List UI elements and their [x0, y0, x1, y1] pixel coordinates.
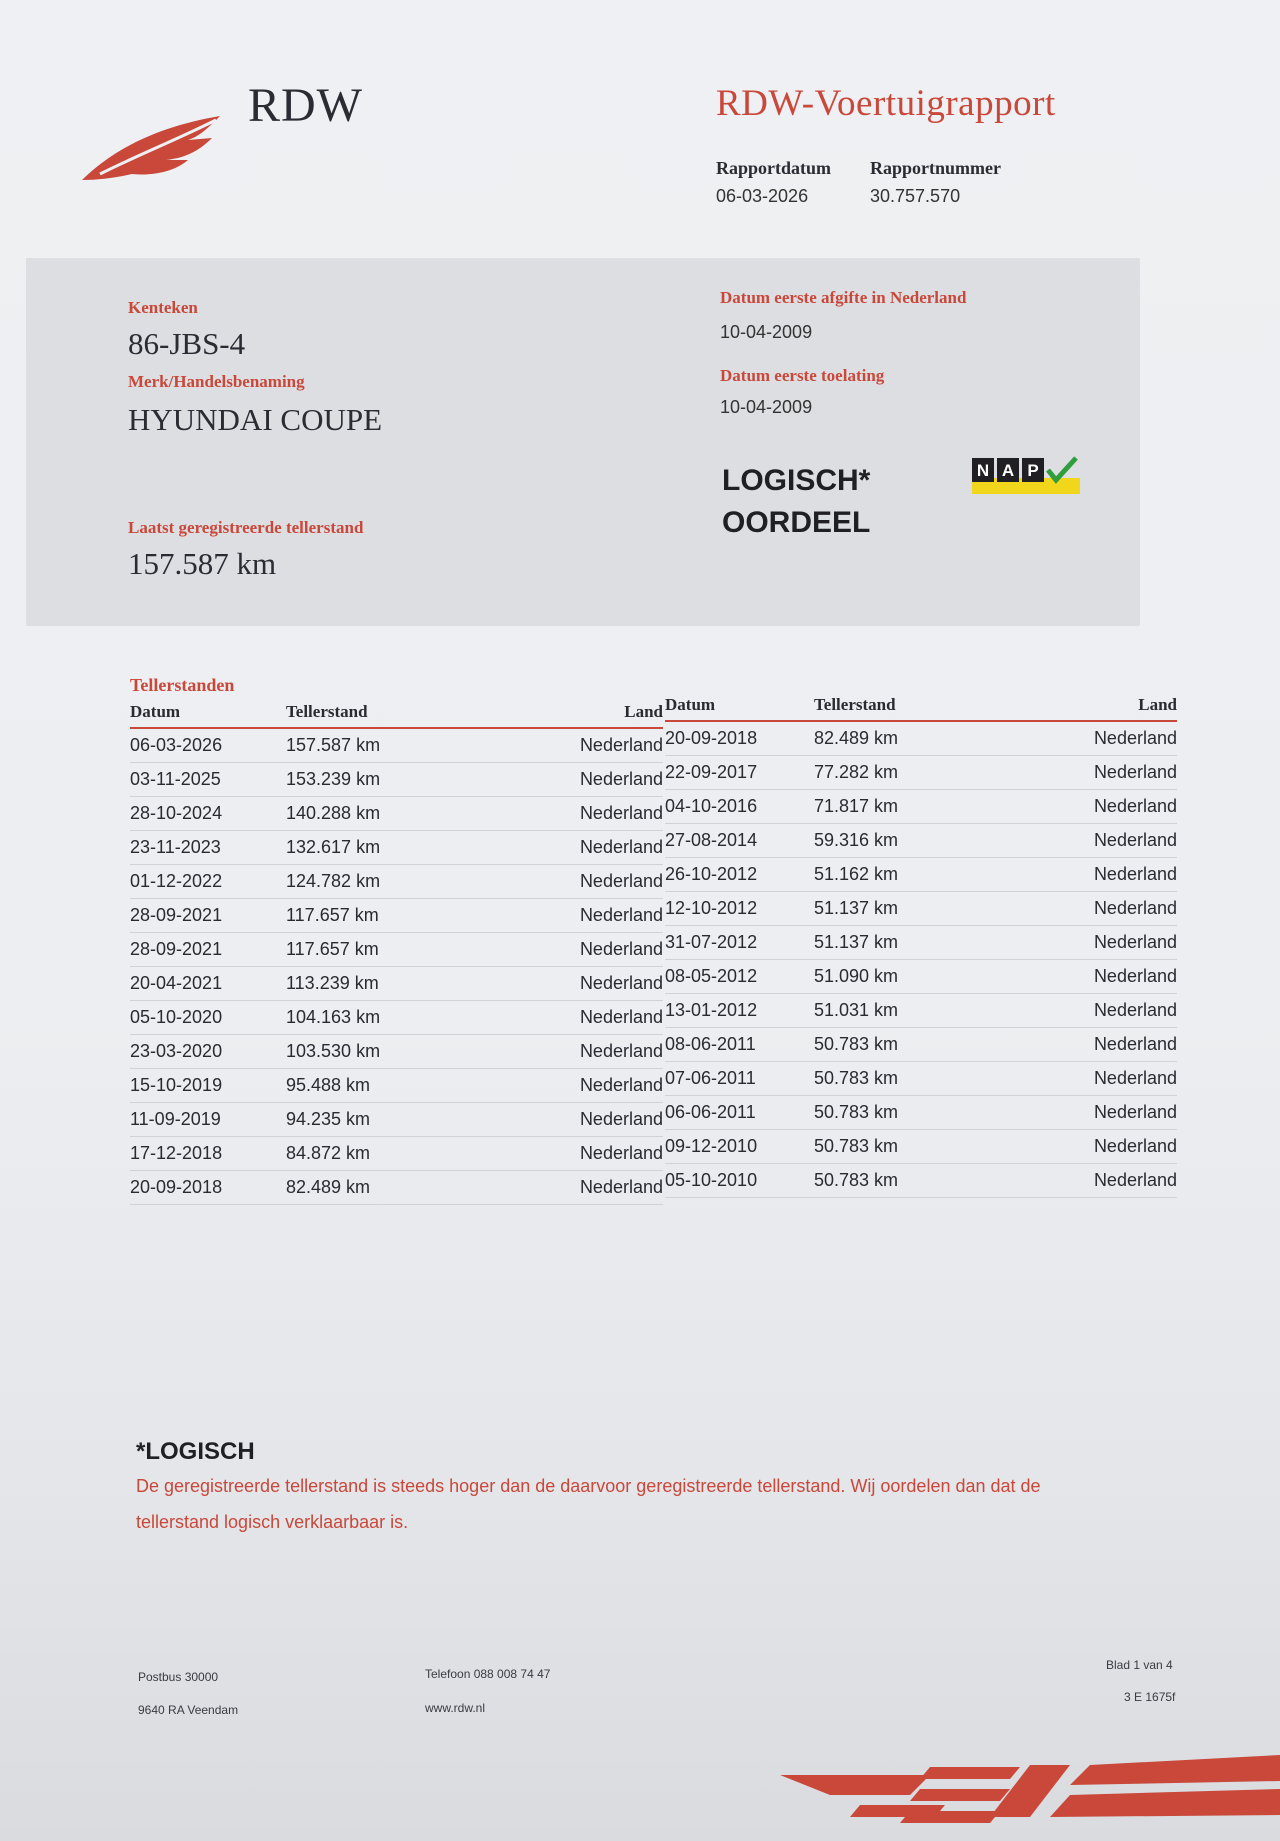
table-row	[130, 1035, 663, 1069]
col-date-header: Datum	[130, 700, 286, 728]
nap-letter-a: A	[1001, 461, 1015, 480]
reading-km: 132.617 km	[286, 831, 482, 865]
table-row	[665, 1028, 1177, 1062]
readings-title: Tellerstanden	[130, 675, 235, 695]
reading-km: 82.489 km	[286, 1171, 482, 1205]
reading-date: 09-12-2010	[665, 1130, 814, 1164]
reading-km: 50.783 km	[814, 1096, 1002, 1130]
table-row	[665, 824, 1177, 858]
first-issue-nl-value: 10-04-2009	[720, 322, 813, 342]
footer-postbus: Postbus 30000	[138, 1670, 219, 1684]
reading-country: Nederland	[1002, 858, 1177, 892]
reading-date: 27-08-2014	[665, 824, 814, 858]
reading-country: Nederland	[1002, 926, 1177, 960]
rdw-logo-icon	[80, 108, 230, 188]
reading-date: 23-03-2020	[130, 1035, 286, 1069]
reading-country: Nederland	[482, 1035, 663, 1069]
reading-date: 20-04-2021	[130, 967, 286, 1001]
table-row	[130, 1171, 663, 1205]
readings-table-right	[665, 693, 1177, 1198]
verdict-line-2: OORDEEL	[722, 506, 871, 539]
reading-country: Nederland	[482, 831, 663, 865]
table-row	[665, 790, 1177, 824]
make-label: Merk/Handelsbenaming	[128, 372, 305, 391]
reading-country: Nederland	[482, 865, 663, 899]
reading-km: 95.488 km	[286, 1069, 482, 1103]
table-row	[130, 763, 663, 797]
reading-country: Nederland	[1002, 960, 1177, 994]
note-title: *LOGISCH	[136, 1438, 255, 1465]
reading-date: 08-06-2011	[665, 1028, 814, 1062]
report-date: 06-03-2026	[716, 186, 809, 206]
logo-text: RDW	[248, 79, 363, 132]
footer-web: www.rdw.nl	[425, 1701, 486, 1715]
nap-badge-icon	[970, 456, 1082, 496]
reading-km: 113.239 km	[286, 967, 482, 1001]
table-row	[130, 1137, 663, 1171]
table-row	[665, 1164, 1177, 1198]
reading-date: 22-09-2017	[665, 756, 814, 790]
reading-km: 94.235 km	[286, 1103, 482, 1137]
reading-date: 23-11-2023	[130, 831, 286, 865]
reading-date: 26-10-2012	[665, 858, 814, 892]
reading-country: Nederland	[1002, 790, 1177, 824]
reading-km: 103.530 km	[286, 1035, 482, 1069]
readings-body-right	[665, 721, 1177, 1198]
footer-page: Blad 1 van 4	[1106, 1658, 1173, 1672]
table-row	[130, 865, 663, 899]
reading-country: Nederland	[482, 899, 663, 933]
table-row	[665, 892, 1177, 926]
first-admission-value: 10-04-2009	[720, 397, 813, 417]
reading-date: 28-09-2021	[130, 899, 286, 933]
table-row	[130, 967, 663, 1001]
reading-km: 51.137 km	[814, 926, 1002, 960]
reading-country: Nederland	[1002, 756, 1177, 790]
table-row	[665, 1062, 1177, 1096]
reading-km: 50.783 km	[814, 1164, 1002, 1198]
reading-km: 117.657 km	[286, 933, 482, 967]
reading-km: 77.282 km	[814, 756, 1002, 790]
reading-date: 12-10-2012	[665, 892, 814, 926]
reading-country: Nederland	[482, 1137, 663, 1171]
reading-country: Nederland	[1002, 994, 1177, 1028]
reading-km: 51.031 km	[814, 994, 1002, 1028]
reading-km: 51.162 km	[814, 858, 1002, 892]
reading-km: 50.783 km	[814, 1130, 1002, 1164]
table-row	[665, 1130, 1177, 1164]
reading-date: 20-09-2018	[665, 721, 814, 756]
odometer-value: 157.587 km	[128, 546, 277, 581]
reading-country: Nederland	[482, 1103, 663, 1137]
table-row	[130, 1103, 663, 1137]
plate-label: Kenteken	[128, 298, 198, 317]
reading-country: Nederland	[482, 967, 663, 1001]
reading-km: 117.657 km	[286, 899, 482, 933]
verdict-line-1: LOGISCH*	[722, 464, 871, 497]
reading-country: Nederland	[482, 763, 663, 797]
reading-date: 01-12-2022	[130, 865, 286, 899]
reading-date: 31-07-2012	[665, 926, 814, 960]
col-country-header: Land	[1002, 693, 1177, 721]
table-row	[665, 1096, 1177, 1130]
reading-country: Nederland	[1002, 1028, 1177, 1062]
reading-country: Nederland	[1002, 1096, 1177, 1130]
reading-country: Nederland	[482, 1001, 663, 1035]
reading-km: 82.489 km	[814, 721, 1002, 756]
table-row	[665, 994, 1177, 1028]
reading-date: 20-09-2018	[130, 1171, 286, 1205]
table-row	[130, 831, 663, 865]
reading-date: 13-01-2012	[665, 994, 814, 1028]
reading-km: 157.587 km	[286, 728, 482, 763]
col-km-header: Tellerstand	[286, 700, 482, 728]
table-row	[130, 728, 663, 763]
reading-date: 04-10-2016	[665, 790, 814, 824]
make-value: HYUNDAI COUPE	[128, 402, 383, 437]
reading-date: 05-10-2010	[665, 1164, 814, 1198]
reading-km: 51.090 km	[814, 960, 1002, 994]
reading-date: 07-06-2011	[665, 1062, 814, 1096]
reading-date: 17-12-2018	[130, 1137, 286, 1171]
reading-km: 124.782 km	[286, 865, 482, 899]
nap-letter-n: N	[976, 461, 990, 480]
reading-date: 06-06-2011	[665, 1096, 814, 1130]
readings-table-left	[130, 700, 663, 1205]
reading-country: Nederland	[482, 728, 663, 763]
reading-km: 51.137 km	[814, 892, 1002, 926]
table-row	[130, 1069, 663, 1103]
table-row	[665, 858, 1177, 892]
report-date-label: Rapportdatum	[716, 158, 832, 178]
first-admission-label: Datum eerste toelating	[720, 366, 885, 385]
reading-country: Nederland	[1002, 1130, 1177, 1164]
reading-km: 140.288 km	[286, 797, 482, 831]
col-country-header: Land	[482, 700, 663, 728]
reading-date: 11-09-2019	[130, 1103, 286, 1137]
reading-date: 05-10-2020	[130, 1001, 286, 1035]
reading-country: Nederland	[1002, 721, 1177, 756]
reading-date: 03-11-2025	[130, 763, 286, 797]
table-row	[130, 899, 663, 933]
table-row	[130, 797, 663, 831]
first-issue-nl-label: Datum eerste afgifte in Nederland	[720, 288, 967, 307]
odometer-label: Laatst geregistreerde tellerstand	[128, 518, 364, 537]
reading-km: 71.817 km	[814, 790, 1002, 824]
col-km-header: Tellerstand	[814, 693, 1002, 721]
reading-date: 15-10-2019	[130, 1069, 286, 1103]
reading-date: 28-09-2021	[130, 933, 286, 967]
reading-date: 06-03-2026	[130, 728, 286, 763]
decorative-stripes-icon	[770, 1755, 1280, 1825]
table-row	[130, 1001, 663, 1035]
table-row	[665, 960, 1177, 994]
reading-km: 50.783 km	[814, 1028, 1002, 1062]
table-row	[665, 756, 1177, 790]
footer-code: 3 E 1675f	[1124, 1690, 1176, 1704]
reading-country: Nederland	[1002, 824, 1177, 858]
footer-city: 9640 RA Veendam	[138, 1703, 239, 1717]
reading-km: 59.316 km	[814, 824, 1002, 858]
footer-phone: Telefoon 088 008 74 47	[425, 1667, 551, 1681]
table-row	[665, 721, 1177, 756]
nap-letter-p: P	[1027, 461, 1039, 480]
note-text: De geregistreerde tellerstand is steeds hoger dan de daarvoor geregistreerde tellerstand. Wij oordelen dan dat de tellerstand logisch verklaarbaar is.	[136, 1476, 1041, 1532]
report-title: RDW-Voertuigrapport	[716, 83, 1056, 124]
plate-value: 86-JBS-4	[128, 326, 246, 361]
readings-body-left	[130, 728, 663, 1205]
reading-km: 84.872 km	[286, 1137, 482, 1171]
report-number-label: Rapportnummer	[870, 158, 1001, 178]
reading-country: Nederland	[482, 1069, 663, 1103]
reading-km: 153.239 km	[286, 763, 482, 797]
reading-country: Nederland	[482, 1171, 663, 1205]
reading-date: 08-05-2012	[665, 960, 814, 994]
reading-date: 28-10-2024	[130, 797, 286, 831]
table-row	[130, 933, 663, 967]
table-row	[665, 926, 1177, 960]
reading-country: Nederland	[482, 797, 663, 831]
reading-country: Nederland	[1002, 1062, 1177, 1096]
reading-country: Nederland	[482, 933, 663, 967]
col-date-header: Datum	[665, 693, 814, 721]
reading-km: 104.163 km	[286, 1001, 482, 1035]
reading-km: 50.783 km	[814, 1062, 1002, 1096]
reading-country: Nederland	[1002, 1164, 1177, 1198]
report-number: 30.757.570	[870, 186, 961, 206]
reading-country: Nederland	[1002, 892, 1177, 926]
